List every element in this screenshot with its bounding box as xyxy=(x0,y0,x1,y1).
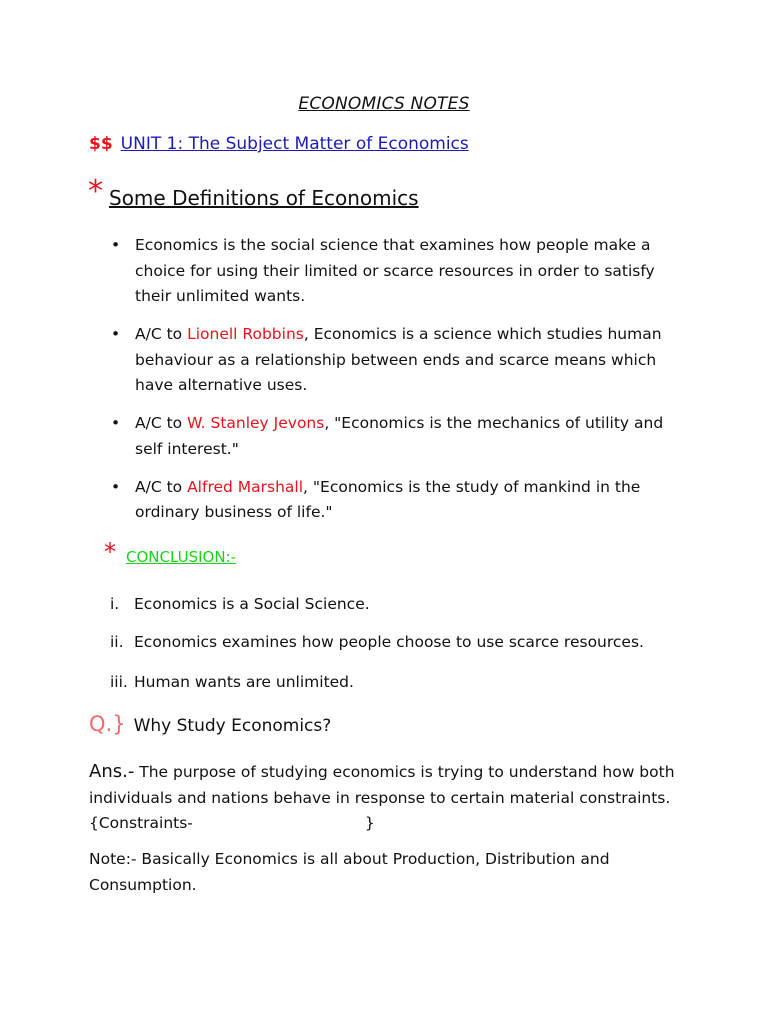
question-text: Why Study Economics? xyxy=(133,716,332,736)
definition-text: Economics is the social science that examines how people make a choice for using their limited or scarce resources in order to satisfy their unlimited wants. xyxy=(135,236,655,305)
asterisk-icon: * xyxy=(88,174,103,209)
list-item xyxy=(135,411,695,462)
list-item xyxy=(110,670,644,694)
question-heading xyxy=(89,712,331,736)
definition-prefix: A/C to xyxy=(135,325,188,343)
answer-paragraph xyxy=(89,759,689,837)
answer-closing: } xyxy=(364,814,375,832)
question-label: Q.} xyxy=(89,712,126,736)
definition-text: , "Economics is the mechanics of utility and self interest." xyxy=(135,414,664,458)
unit-link[interactable]: UNIT 1: The Subject Matter of Economics xyxy=(120,134,469,154)
unit-heading xyxy=(89,134,469,154)
conclusion-heading-text: CONCLUSION:- xyxy=(126,548,237,566)
definitions-list xyxy=(135,233,695,526)
definitions-heading-text: Some Definitions of Economics xyxy=(109,186,419,210)
answer-label: Ans.- xyxy=(89,761,135,782)
author-name: Alfred Marshall xyxy=(187,477,304,496)
list-item xyxy=(135,475,695,526)
definition-text: , Economics is a science which studies human behaviour as a relationship between ends and scarce means which have alternative uses. xyxy=(135,325,662,394)
list-item xyxy=(135,233,695,310)
conclusion-text: Economics is a Social Science. xyxy=(134,595,370,613)
definition-text: , "Economics is the study of mankind in the ordinary business of life." xyxy=(135,477,641,521)
definition-prefix: A/C to xyxy=(135,414,188,432)
conclusion-text: Economics examines how people choose to use scarce resources. xyxy=(134,633,644,651)
list-item xyxy=(110,630,644,654)
author-name: W. Stanley Jevons xyxy=(187,414,325,432)
definitions-heading xyxy=(88,174,419,213)
author-name: Lionell Robbins xyxy=(187,325,304,343)
document-title: ECONOMICS NOTES xyxy=(298,94,470,114)
list-item xyxy=(135,322,695,399)
asterisk-icon: * xyxy=(104,538,116,566)
conclusion-text: Human wants are unlimited. xyxy=(134,673,354,691)
list-number: ii. xyxy=(110,633,124,651)
conclusion-list xyxy=(110,592,644,694)
note-paragraph: Note:- Basically Economics is all about Production, Distribution and Consumption. xyxy=(89,850,610,894)
list-number: i. xyxy=(110,595,120,613)
definition-prefix: A/C to xyxy=(135,477,188,496)
conclusion-heading xyxy=(104,540,236,568)
answer-text: The purpose of studying economics is trying to understand how both individuals and nations behave in response to certain material constraints. {Constraints- xyxy=(89,763,675,832)
list-number: iii. xyxy=(110,673,128,691)
unit-marker: $$ xyxy=(89,134,113,154)
list-item xyxy=(110,592,644,616)
